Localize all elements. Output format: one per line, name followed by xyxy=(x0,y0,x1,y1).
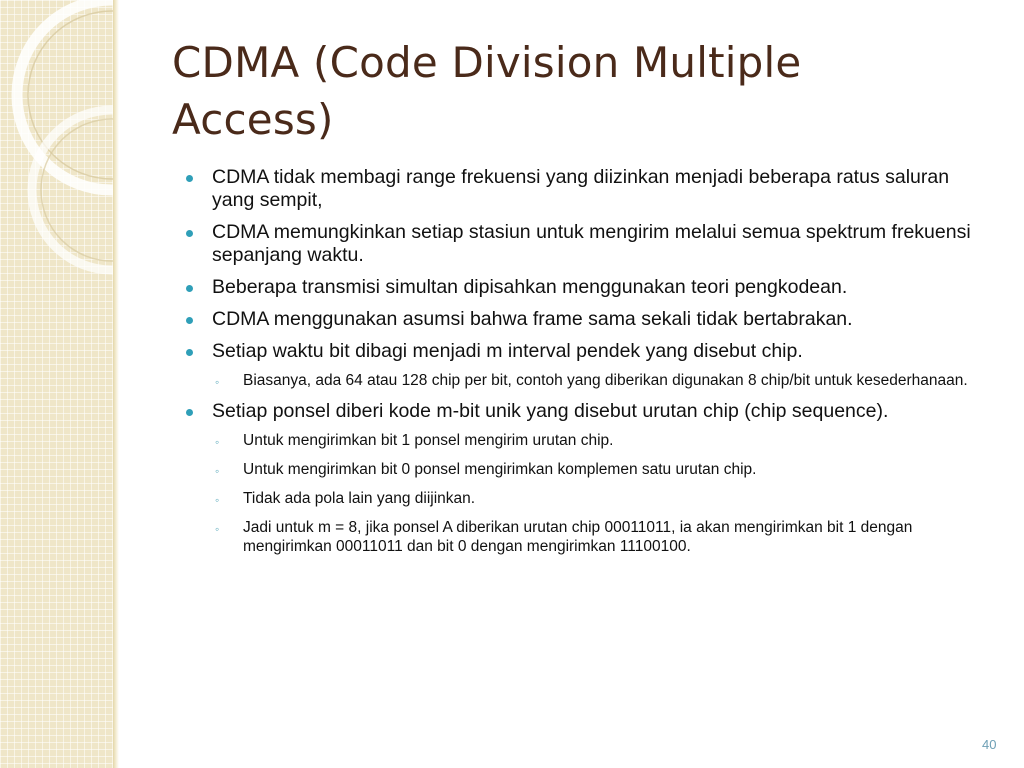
bullet-dot-icon xyxy=(186,285,193,292)
sub-bullet-text: Biasanya, ada 64 atau 128 chip per bit, contoh yang diberikan digunakan 8 chip/bit untuk kesederhanaan. xyxy=(243,372,968,389)
sub-bullet-text: Untuk mengirimkan bit 1 ponsel mengirim urutan chip. xyxy=(243,432,614,449)
sidebar-decoration xyxy=(0,0,113,768)
bullet-item xyxy=(186,308,976,331)
ring-bullet-icon: ◦ xyxy=(215,435,220,449)
bullet-item xyxy=(186,166,976,212)
sub-bullet-text: Untuk mengirimkan bit 0 ponsel mengirimkan komplemen satu urutan chip. xyxy=(243,461,757,478)
sub-bullet-text: Tidak ada pola lain yang diijinkan. xyxy=(243,490,476,507)
ring-bullet-icon: ◦ xyxy=(215,522,220,536)
bullet-dot-icon xyxy=(186,409,193,416)
bullet-dot-icon xyxy=(186,230,193,237)
ring-bullet-icon: ◦ xyxy=(215,493,220,507)
sub-bullet-item xyxy=(212,460,976,479)
slide-title: CDMA (Code Division Multiple Access) xyxy=(172,38,802,144)
bullet-text: Setiap waktu bit dibagi menjadi m interval pendek yang disebut chip. xyxy=(212,340,803,362)
ring-bullet-icon: ◦ xyxy=(215,464,220,478)
bullet-list xyxy=(186,166,976,566)
sub-bullet-list xyxy=(212,371,976,390)
bullet-item xyxy=(186,340,976,390)
bullet-dot-icon xyxy=(186,317,193,324)
bullet-text: Setiap ponsel diberi kode m-bit unik yang disebut urutan chip (chip sequence). xyxy=(212,400,889,422)
bullet-text: Beberapa transmisi simultan dipisahkan menggunakan teori pengkodean. xyxy=(212,276,848,298)
ring-decoration xyxy=(0,0,113,768)
bullet-text: CDMA memungkinkan setiap stasiun untuk mengirim melalui semua spektrum frekuensi sepanjang waktu. xyxy=(212,221,971,266)
bullet-text: CDMA menggunakan asumsi bahwa frame sama sekali tidak bertabrakan. xyxy=(212,308,853,330)
sub-bullet-item xyxy=(212,431,976,450)
bullet-item xyxy=(186,221,976,267)
bullet-text: CDMA tidak membagi range frekuensi yang diizinkan menjadi beberapa ratus saluran yang sempit, xyxy=(212,166,950,211)
sub-bullet-text: Jadi untuk m = 8, jika ponsel A diberikan urutan chip 00011011, ia akan mengirimkan bit 1 dengan mengirimkan 00011011 dan bit 0 dengan mengirimkan 11100100. xyxy=(243,519,913,555)
bullet-item xyxy=(186,400,976,556)
bullet-dot-icon xyxy=(186,349,193,356)
page-number: 40 xyxy=(982,737,997,752)
sub-bullet-item xyxy=(212,489,976,508)
sub-bullet-item xyxy=(212,371,976,390)
bullet-item xyxy=(186,276,976,299)
sub-bullet-item xyxy=(212,518,976,556)
sidebar-edge xyxy=(113,0,119,768)
ring-bullet-icon: ◦ xyxy=(215,375,220,389)
sub-bullet-list xyxy=(212,431,976,556)
bullet-dot-icon xyxy=(186,175,193,182)
